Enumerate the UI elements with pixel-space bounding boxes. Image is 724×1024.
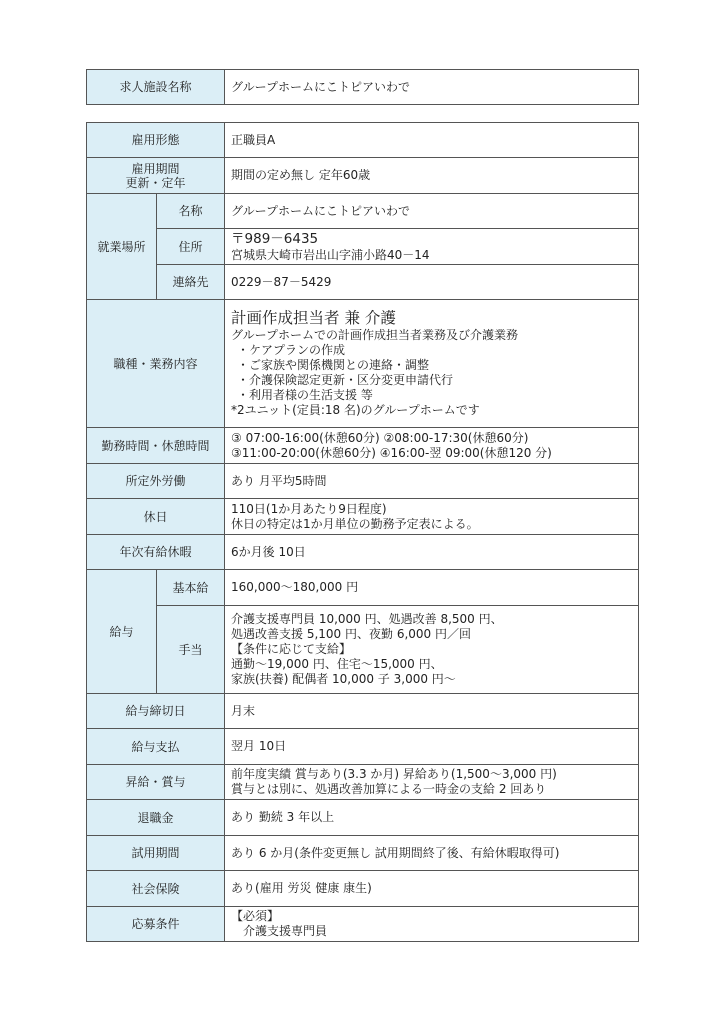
- trial-value: あり 6 か月(条件変更無し 試用期間終了後、有給休暇取得可): [225, 836, 639, 871]
- salary-allowance-row: [87, 606, 639, 694]
- raise-bonus-row: [87, 765, 639, 800]
- job-line-5: ・利用者様の生活支援 等: [237, 388, 373, 402]
- trial-label: 試用期間: [87, 836, 225, 871]
- allowance-line-4: 通勤～19,000 円、住宅～15,000 円、: [231, 657, 443, 671]
- job-label: 職種・業務内容: [87, 300, 225, 428]
- retirement-label: 退職金: [87, 800, 225, 836]
- employment-period-label: [87, 158, 225, 194]
- workplace-contact-row: [87, 265, 639, 300]
- paid-leave-label: 年次有給休暇: [87, 535, 225, 570]
- raise-bonus-label: 昇給・賞与: [87, 765, 225, 800]
- job-row: [87, 300, 639, 428]
- raise-bonus-line-2: 賞与とは別に、処遇改善加算による一時金の支給 2 回あり: [231, 782, 547, 796]
- holidays-row: [87, 499, 639, 535]
- insurance-label: 社会保険: [87, 871, 225, 907]
- raise-bonus-line-1: 前年度実績 賞与あり(3.3 か月) 昇給あり(1,500～3,000 円): [231, 767, 557, 781]
- overtime-row: [87, 464, 639, 499]
- workplace-address-row: [87, 229, 639, 265]
- closing-date-label: 給与締切日: [87, 694, 225, 729]
- facility-label: 求人施設名称: [87, 70, 225, 105]
- workplace-contact-label: 連絡先: [157, 265, 225, 300]
- holidays-value: [225, 499, 639, 535]
- employment-type-value: 正職員A: [225, 123, 639, 158]
- requirements-value: [225, 907, 639, 942]
- insurance-value: あり(雇用 労災 健康 康生): [225, 871, 639, 907]
- employment-type-label: 雇用形態: [87, 123, 225, 158]
- job-line-1: グループホームでの計画作成担当者業務及び介護業務: [231, 328, 519, 342]
- overtime-value: あり 月平均5時間: [225, 464, 639, 499]
- hours-line-2: ③11:00-20:00(休憩60分) ④16:00-翌 09:00(休憩120 分): [231, 445, 552, 460]
- job-line-6: *2ユニット(定員:18 名)のグループホームです: [231, 403, 480, 417]
- requirements-line-2: 介護支援専門員: [243, 924, 328, 938]
- job-value: [225, 300, 639, 428]
- workplace-address-value: [225, 229, 639, 265]
- holidays-line-1: 110日(1か月あたり9日程度): [231, 501, 387, 516]
- address-text: 宮城県大崎市岩出山字浦小路40－14: [231, 247, 430, 262]
- job-title: 計画作成担当者 兼 介護: [231, 309, 396, 327]
- trial-row: [87, 836, 639, 871]
- hours-row: [87, 428, 639, 464]
- salary-label: 給与: [87, 570, 157, 694]
- employment-period-label-line1: 雇用期間: [131, 161, 180, 176]
- workplace-name-row: [87, 194, 639, 229]
- raise-bonus-value: [225, 765, 639, 800]
- allowance-line-3: 【条件に応じて支給】: [231, 642, 352, 656]
- hours-label: 勤務時間・休憩時間: [87, 428, 225, 464]
- allowance-line-1: 介護支援専門員 10,000 円、処遇改善 8,500 円、: [231, 612, 503, 626]
- employment-period-label-line2: 更新・定年: [125, 175, 186, 190]
- job-line-4: ・介護保険認定更新・区分変更申請代行: [237, 373, 454, 387]
- holidays-label: 休日: [87, 499, 225, 535]
- workplace-address-label: 住所: [157, 229, 225, 265]
- allowance-line-5: 家族(扶養) 配偶者 10,000 子 3,000 円～: [231, 672, 456, 686]
- requirements-line-1: 【必須】: [231, 909, 280, 923]
- requirements-label: 応募条件: [87, 907, 225, 942]
- salary-allowance-label: 手当: [157, 606, 225, 694]
- workplace-contact-value: 0229－87－5429: [225, 265, 639, 300]
- job-details-table: [86, 122, 639, 942]
- facility-table: [86, 69, 639, 105]
- postal-code: 〒989－6435: [231, 230, 319, 247]
- salary-base-label: 基本給: [157, 570, 225, 606]
- hours-value: [225, 428, 639, 464]
- job-line-3: ・ご家族や関係機関との連絡・調整: [237, 358, 430, 372]
- hours-line-1: ③ 07:00-16:00(休憩60分) ②08:00-17:30(休憩60分): [231, 430, 529, 445]
- retirement-value: あり 勤続 3 年以上: [225, 800, 639, 836]
- holidays-line-2: 休日の特定は1か月単位の勤務予定表による。: [231, 516, 479, 531]
- retirement-row: [87, 800, 639, 836]
- paid-leave-row: [87, 535, 639, 570]
- workplace-label: 就業場所: [87, 194, 157, 300]
- pay-date-label: 給与支払: [87, 729, 225, 765]
- pay-date-value: 翌月 10日: [225, 729, 639, 765]
- employment-type-row: [87, 123, 639, 158]
- requirements-row: [87, 907, 639, 942]
- job-line-2: ・ケアプランの作成: [237, 343, 346, 357]
- paid-leave-value: 6か月後 10日: [225, 535, 639, 570]
- facility-row: [87, 70, 639, 105]
- salary-base-row: [87, 570, 639, 606]
- allowance-line-2: 処遇改善支援 5,100 円、夜勤 6,000 円／回: [231, 627, 471, 641]
- workplace-name-value: グループホームにこトピアいわで: [225, 194, 639, 229]
- insurance-row: [87, 871, 639, 907]
- pay-date-row: [87, 729, 639, 765]
- salary-base-value: 160,000～180,000 円: [225, 570, 639, 606]
- closing-date-row: [87, 694, 639, 729]
- overtime-label: 所定外労働: [87, 464, 225, 499]
- workplace-name-label: 名称: [157, 194, 225, 229]
- closing-date-value: 月末: [225, 694, 639, 729]
- facility-value: グループホームにこトピアいわで: [225, 70, 639, 105]
- salary-allowance-value: [225, 606, 639, 694]
- employment-period-row: [87, 158, 639, 194]
- employment-period-value: 期間の定め無し 定年60歳: [225, 158, 639, 194]
